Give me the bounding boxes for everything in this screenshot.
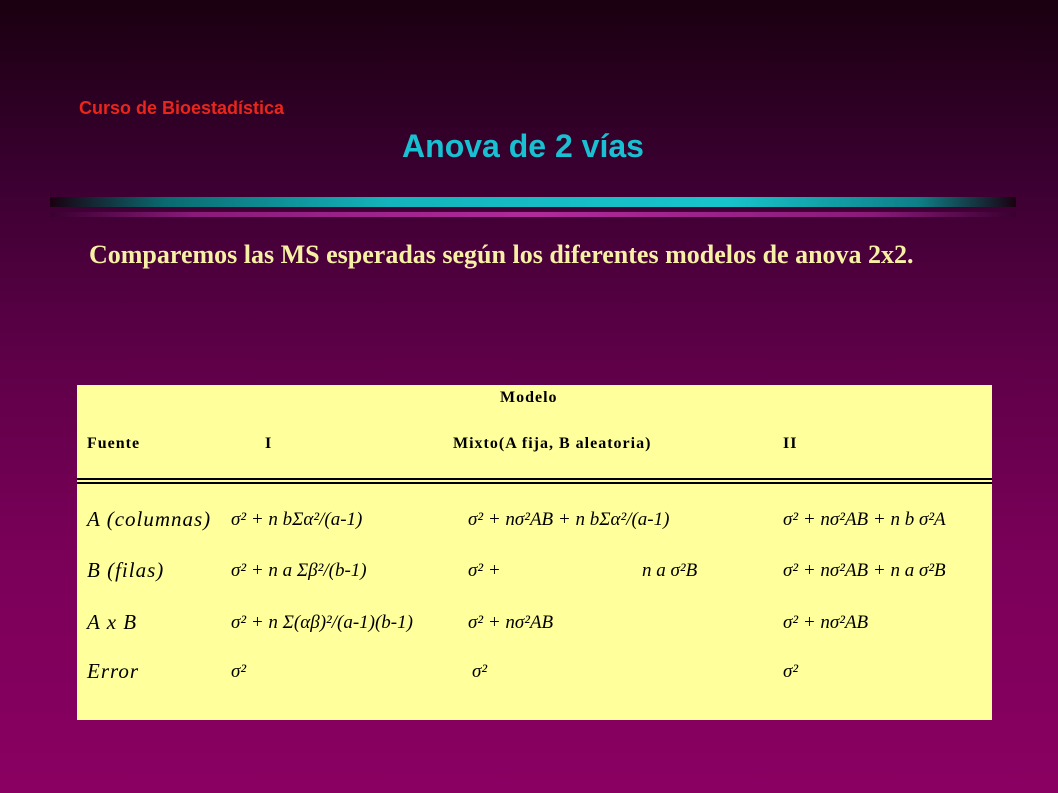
row-axb-model-i: σ² + n Σ(αβ)²/(a-1)(b-1) bbox=[231, 612, 413, 633]
column-header-mixed: Mixto(A fija, B aleatoria) bbox=[453, 435, 652, 452]
header-rule-bottom bbox=[77, 482, 992, 484]
expected-ms-table bbox=[77, 385, 992, 720]
decorative-rule-teal bbox=[50, 197, 1016, 207]
row-axb-mixed: σ² + nσ²AB bbox=[468, 612, 554, 633]
row-error-model-ii: σ² bbox=[783, 661, 799, 682]
row-b-mixed: σ² + bbox=[468, 560, 501, 581]
row-label-b: B (filas) bbox=[87, 558, 165, 582]
row-b-mixed-extra: n a σ²B bbox=[642, 560, 698, 581]
row-label-error: Error bbox=[87, 659, 140, 683]
decorative-rule-magenta bbox=[50, 212, 1016, 217]
table-group-header: Modelo bbox=[500, 389, 558, 406]
row-a-model-i: σ² + n bΣα²/(a-1) bbox=[231, 509, 363, 530]
row-axb-model-ii: σ² + nσ²AB bbox=[783, 612, 869, 633]
column-header-model-i: I bbox=[265, 435, 273, 452]
row-a-model-ii: σ² + nσ²AB + n b σ²A bbox=[783, 509, 946, 530]
column-header-fuente: Fuente bbox=[87, 435, 141, 452]
header-rule-top bbox=[77, 478, 992, 480]
slide-title: Anova de 2 vías bbox=[402, 128, 644, 164]
row-label-a: A (columnas) bbox=[87, 507, 212, 531]
row-a-mixed: σ² + nσ²AB + n bΣα²/(a-1) bbox=[468, 509, 670, 530]
row-error-mixed: σ² bbox=[472, 661, 488, 682]
row-error-model-i: σ² bbox=[231, 661, 247, 682]
course-title: Curso de Bioestadística bbox=[79, 98, 285, 118]
row-b-model-i: σ² + n a Σβ²/(b-1) bbox=[231, 560, 367, 581]
row-b-model-ii: σ² + nσ²AB + n a σ²B bbox=[783, 560, 946, 581]
row-label-axb: A x B bbox=[87, 610, 138, 634]
column-header-model-ii: II bbox=[783, 435, 798, 452]
intro-paragraph: Comparemos las MS esperadas según los diferentes modelos de anova 2x2. bbox=[89, 240, 914, 269]
